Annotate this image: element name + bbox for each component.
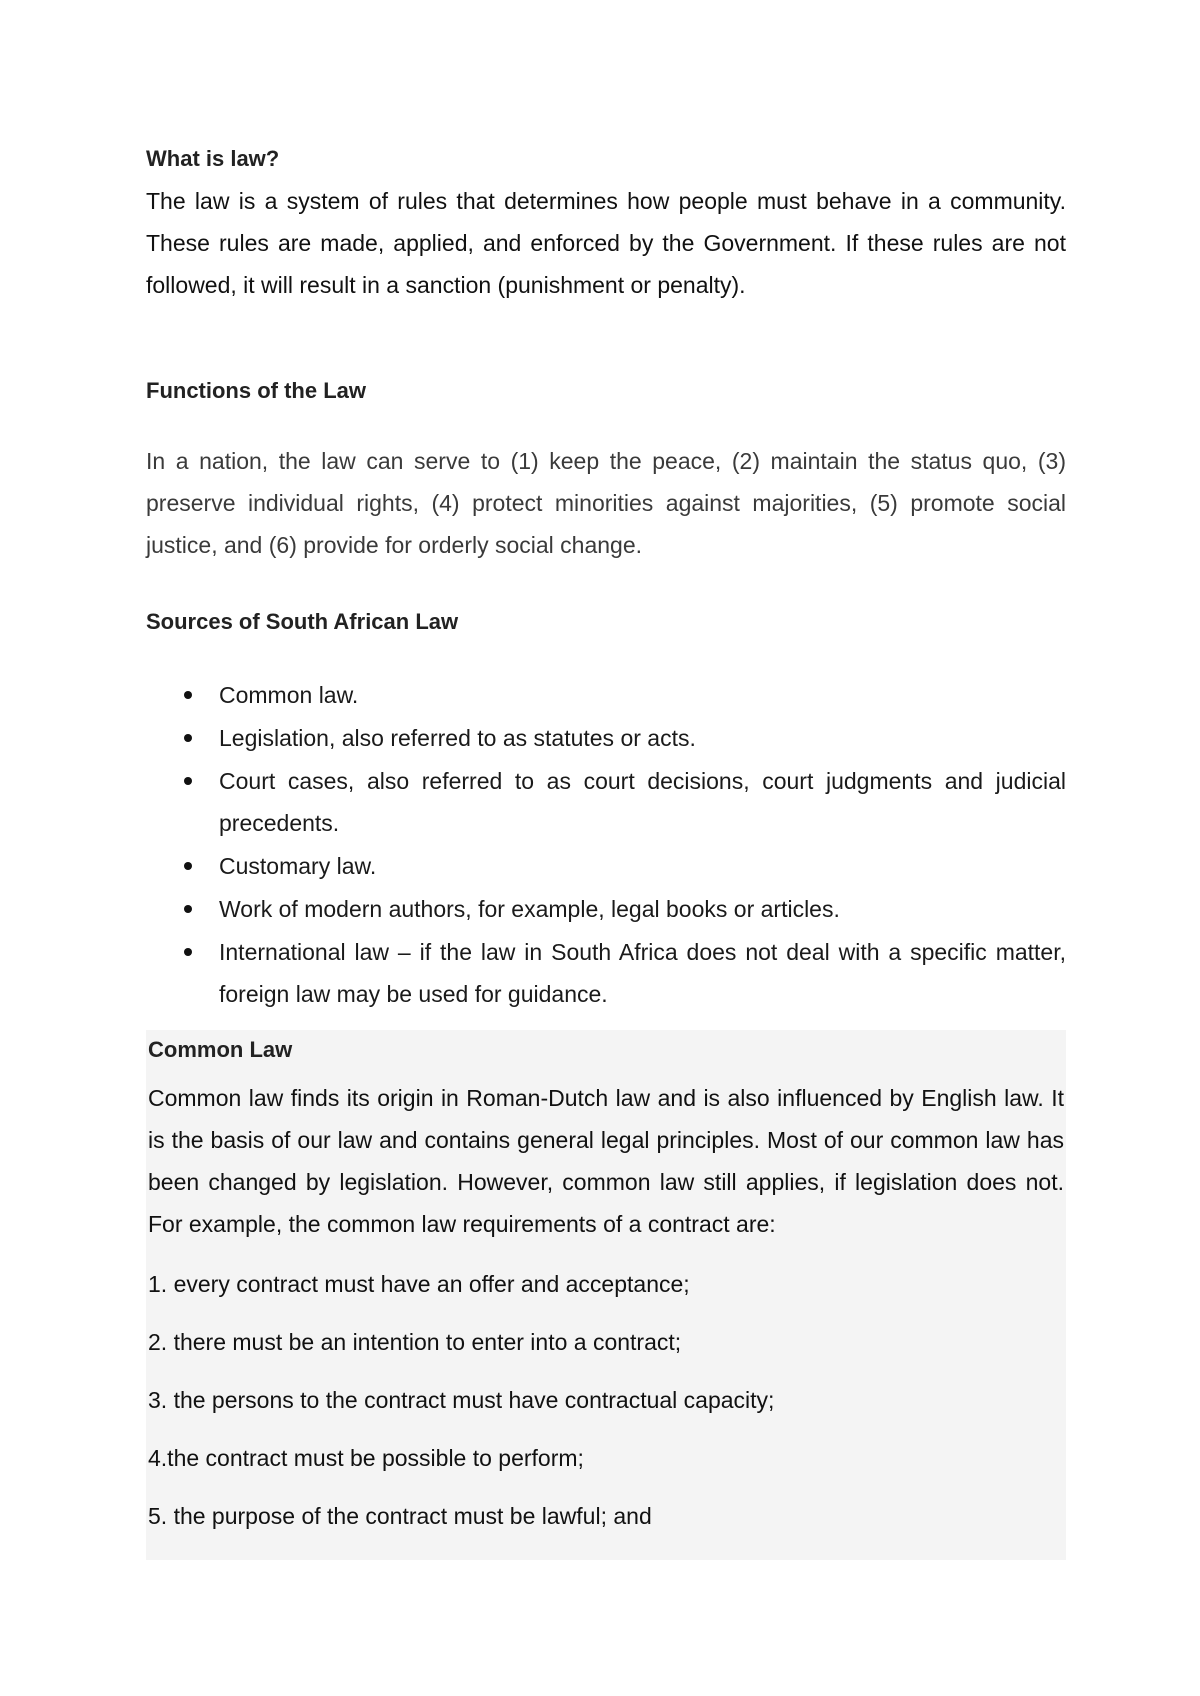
what-is-law-heading: What is law? bbox=[146, 146, 280, 171]
common-law-heading: Common Law bbox=[148, 1037, 293, 1062]
functions-heading: Functions of the Law bbox=[146, 378, 366, 403]
list-item-text: Work of modern authors, for example, legal books or articles. bbox=[219, 896, 840, 922]
requirement-item: 5. the purpose of the contract must be lawful; and bbox=[148, 1503, 652, 1529]
bullet-icon bbox=[184, 777, 192, 785]
list-item bbox=[146, 717, 1066, 759]
requirement-item: 2. there must be an intention to enter into a contract; bbox=[148, 1329, 682, 1355]
list-item bbox=[146, 760, 1066, 844]
bullet-icon bbox=[184, 905, 192, 913]
requirement-item: 1. every contract must have an offer and acceptance; bbox=[148, 1271, 690, 1297]
common-law-body: Common law finds its origin in Roman-Dutch law and is also influenced by English law. It is the basis of our law and contains general legal principles. Most of our common law has been changed by legislation. However, common law still applies, if legislation does not. For example, the common law requirements of a contract are: bbox=[148, 1085, 1064, 1237]
list-item-text: International law – if the law in South Africa does not deal with a specific matter, foreign law may be used for guidance. bbox=[219, 939, 1066, 1007]
list-item-text: Customary law. bbox=[219, 853, 377, 879]
requirement-item: 3. the persons to the contract must have contractual capacity; bbox=[148, 1387, 775, 1413]
what-is-law-body: The law is a system of rules that determines how people must behave in a community. These rules are made, applied, and enforced by the Government. If these rules are not followed, it will result in a sanction (punishment or penalty). bbox=[146, 188, 1066, 298]
list-item-text: Legislation, also referred to as statutes or acts. bbox=[219, 725, 696, 751]
bullet-icon bbox=[184, 862, 192, 870]
list-item bbox=[146, 845, 1066, 887]
functions-body: In a nation, the law can serve to (1) keep the peace, (2) maintain the status quo, (3) preserve individual rights, (4) protect minorities against majorities, (5) promote social justice, and (6) provide for orderly social change. bbox=[146, 448, 1066, 558]
requirement-item: 4.the contract must be possible to perform; bbox=[148, 1445, 584, 1471]
list-item bbox=[146, 674, 1066, 716]
bullet-icon bbox=[184, 948, 192, 956]
sources-heading: Sources of South African Law bbox=[146, 609, 459, 634]
list-item bbox=[146, 888, 1066, 930]
list-item-text: Common law. bbox=[219, 682, 359, 708]
bullet-icon bbox=[184, 691, 192, 699]
sources-list bbox=[146, 674, 1066, 1015]
bullet-icon bbox=[184, 734, 192, 742]
document-page bbox=[146, 145, 1066, 1016]
list-item-text: Court cases, also referred to as court decisions, court judgments and judicial precedents. bbox=[219, 768, 1066, 836]
list-item bbox=[146, 931, 1066, 1015]
common-law-box bbox=[146, 1030, 1066, 1560]
